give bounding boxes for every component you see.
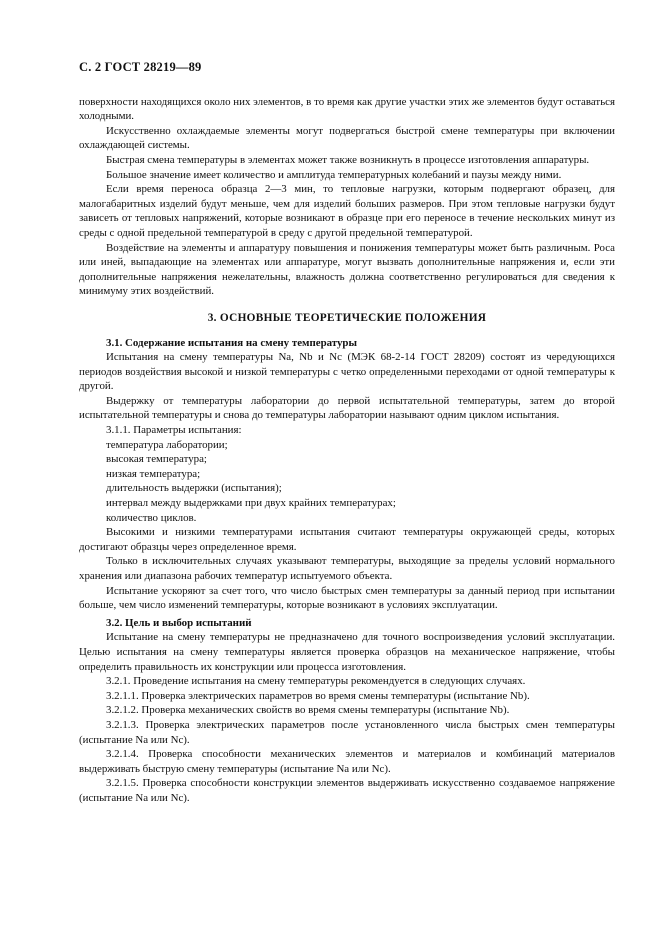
paragraph: Только в исключительных случаях указывают температуры, выходящие за пределы условий нормального хранения или диапазона рабочих температур испытуемого объекта. bbox=[79, 555, 615, 582]
paragraph: Искусственно охлаждаемые элементы могут подвергаться быстрой смене температуры при включении охлаждающей системы. bbox=[79, 124, 615, 152]
clause: 3.2.1.4. Проверка способности механических элементов и материалов и комбинаций материалов выдерживать быструю смену температуры (испытание Na или Nc). bbox=[79, 748, 615, 775]
paragraph: Высокими и низкими температурами испытания считают температуры окружающей среды, которых достигают образцы через определенное время. bbox=[79, 526, 615, 553]
clause: 3.2.1.2. Проверка механических свойств во время смены температуры (испытание Nb). bbox=[106, 704, 510, 717]
list-item: температура лаборатории; bbox=[106, 438, 228, 451]
list-item: длительность выдержки (испытания); bbox=[106, 482, 282, 495]
list-item: низкая температура; bbox=[106, 467, 201, 480]
list-item: количество циклов. bbox=[106, 511, 197, 524]
section-title: 3. ОСНОВНЫЕ ТЕОРЕТИЧЕСКИЕ ПОЛОЖЕНИЯ bbox=[207, 311, 487, 324]
paragraph: Выдержку от температуры лаборатории до первой испытательной температуры, затем до второй испытательной температуры и снова до температуры лаборатории называют одним циклом испытания. bbox=[79, 394, 615, 422]
page-header: С. 2 ГОСТ 28219—89 bbox=[79, 60, 202, 74]
params-label: 3.1.1. Параметры испытания: bbox=[106, 424, 242, 437]
list-item: интервал между выдержками при двух крайних температурах; bbox=[106, 497, 396, 510]
paragraph: Если время переноса образца 2—3 мин, то тепловые нагрузки, которым подвергают образец, для малогабаритных изделий будут меньше, чем для изделий больших размеров. При этом тепловые нагрузки будут зависеть от тепловых напряжений, которые возникают в образце при его переносе в течение нескольких минут из среды с одной предельной температурой в среду с другой предельной температурой. bbox=[79, 183, 615, 239]
paragraph: Быстрая смена температуры в элементах может также возникнуть в процессе изготовления аппаратуры. bbox=[106, 153, 590, 166]
clause: 3.2.1.5. Проверка способности конструкции элементов выдерживать искусственно создаваемое напряжение (испытание Na или Nc). bbox=[79, 777, 615, 804]
paragraph: Воздействие на элементы и аппаратуру повышения и понижения температуры может быть различным. Роса или иней, выпадающие на элементах или аппаратуре, могут вызвать дополнительные напряжения и, если эти дополнительные напряжения нежелательны, влажность должна соответственно регулироваться для сведения к минимуму этих воздействий. bbox=[79, 241, 615, 298]
clause: 3.2.1.1. Проверка электрических параметров во время смены температуры (испытание Nb). bbox=[106, 689, 530, 702]
subsection-heading: 3.1. Содержание испытания на смену температуры bbox=[106, 336, 357, 349]
clause: 3.2.1. Проведение испытания на смену температуры рекомендуется в следующих случаях. bbox=[106, 675, 526, 688]
subsection-heading: 3.2. Цель и выбор испытаний bbox=[106, 616, 252, 629]
clause: 3.2.1.3. Проверка электрических параметров после установленного числа быстрых смен температуры (испытание Na или Nc). bbox=[79, 718, 615, 746]
paragraph: Испытание ускоряют за счет того, что число быстрых смен температуры за данный период при испытании больше, чем число изменений температуры, которые возникают в условиях эксплуатации. bbox=[79, 584, 615, 612]
paragraph: Испытание на смену температуры не предназначено для точного воспроизведения условий эксплуатации. Целью испытания на смену температуры является проверка образцов на механическое напряжение, чтобы определить правильность их конструкции или процесса изготовления. bbox=[79, 631, 615, 673]
paragraph: Большое значение имеет количество и амплитуда температурных колебаний и паузы между ними. bbox=[106, 168, 562, 181]
list-item: высокая температура; bbox=[106, 453, 207, 466]
paragraph: Испытания на смену температуры Na, Nb и Nc (МЭК 68-2-14 ГОСТ 28209) состоят из чередующихся периодов воздействия высокой и низкой температуры с четко определенными переходами от одной температуры к другой. bbox=[79, 351, 615, 393]
paragraph: поверхности находящихся около них элементов, в то время как другие участки этих же элементов будут оставаться холодными. bbox=[79, 95, 615, 123]
params-list bbox=[79, 438, 615, 526]
